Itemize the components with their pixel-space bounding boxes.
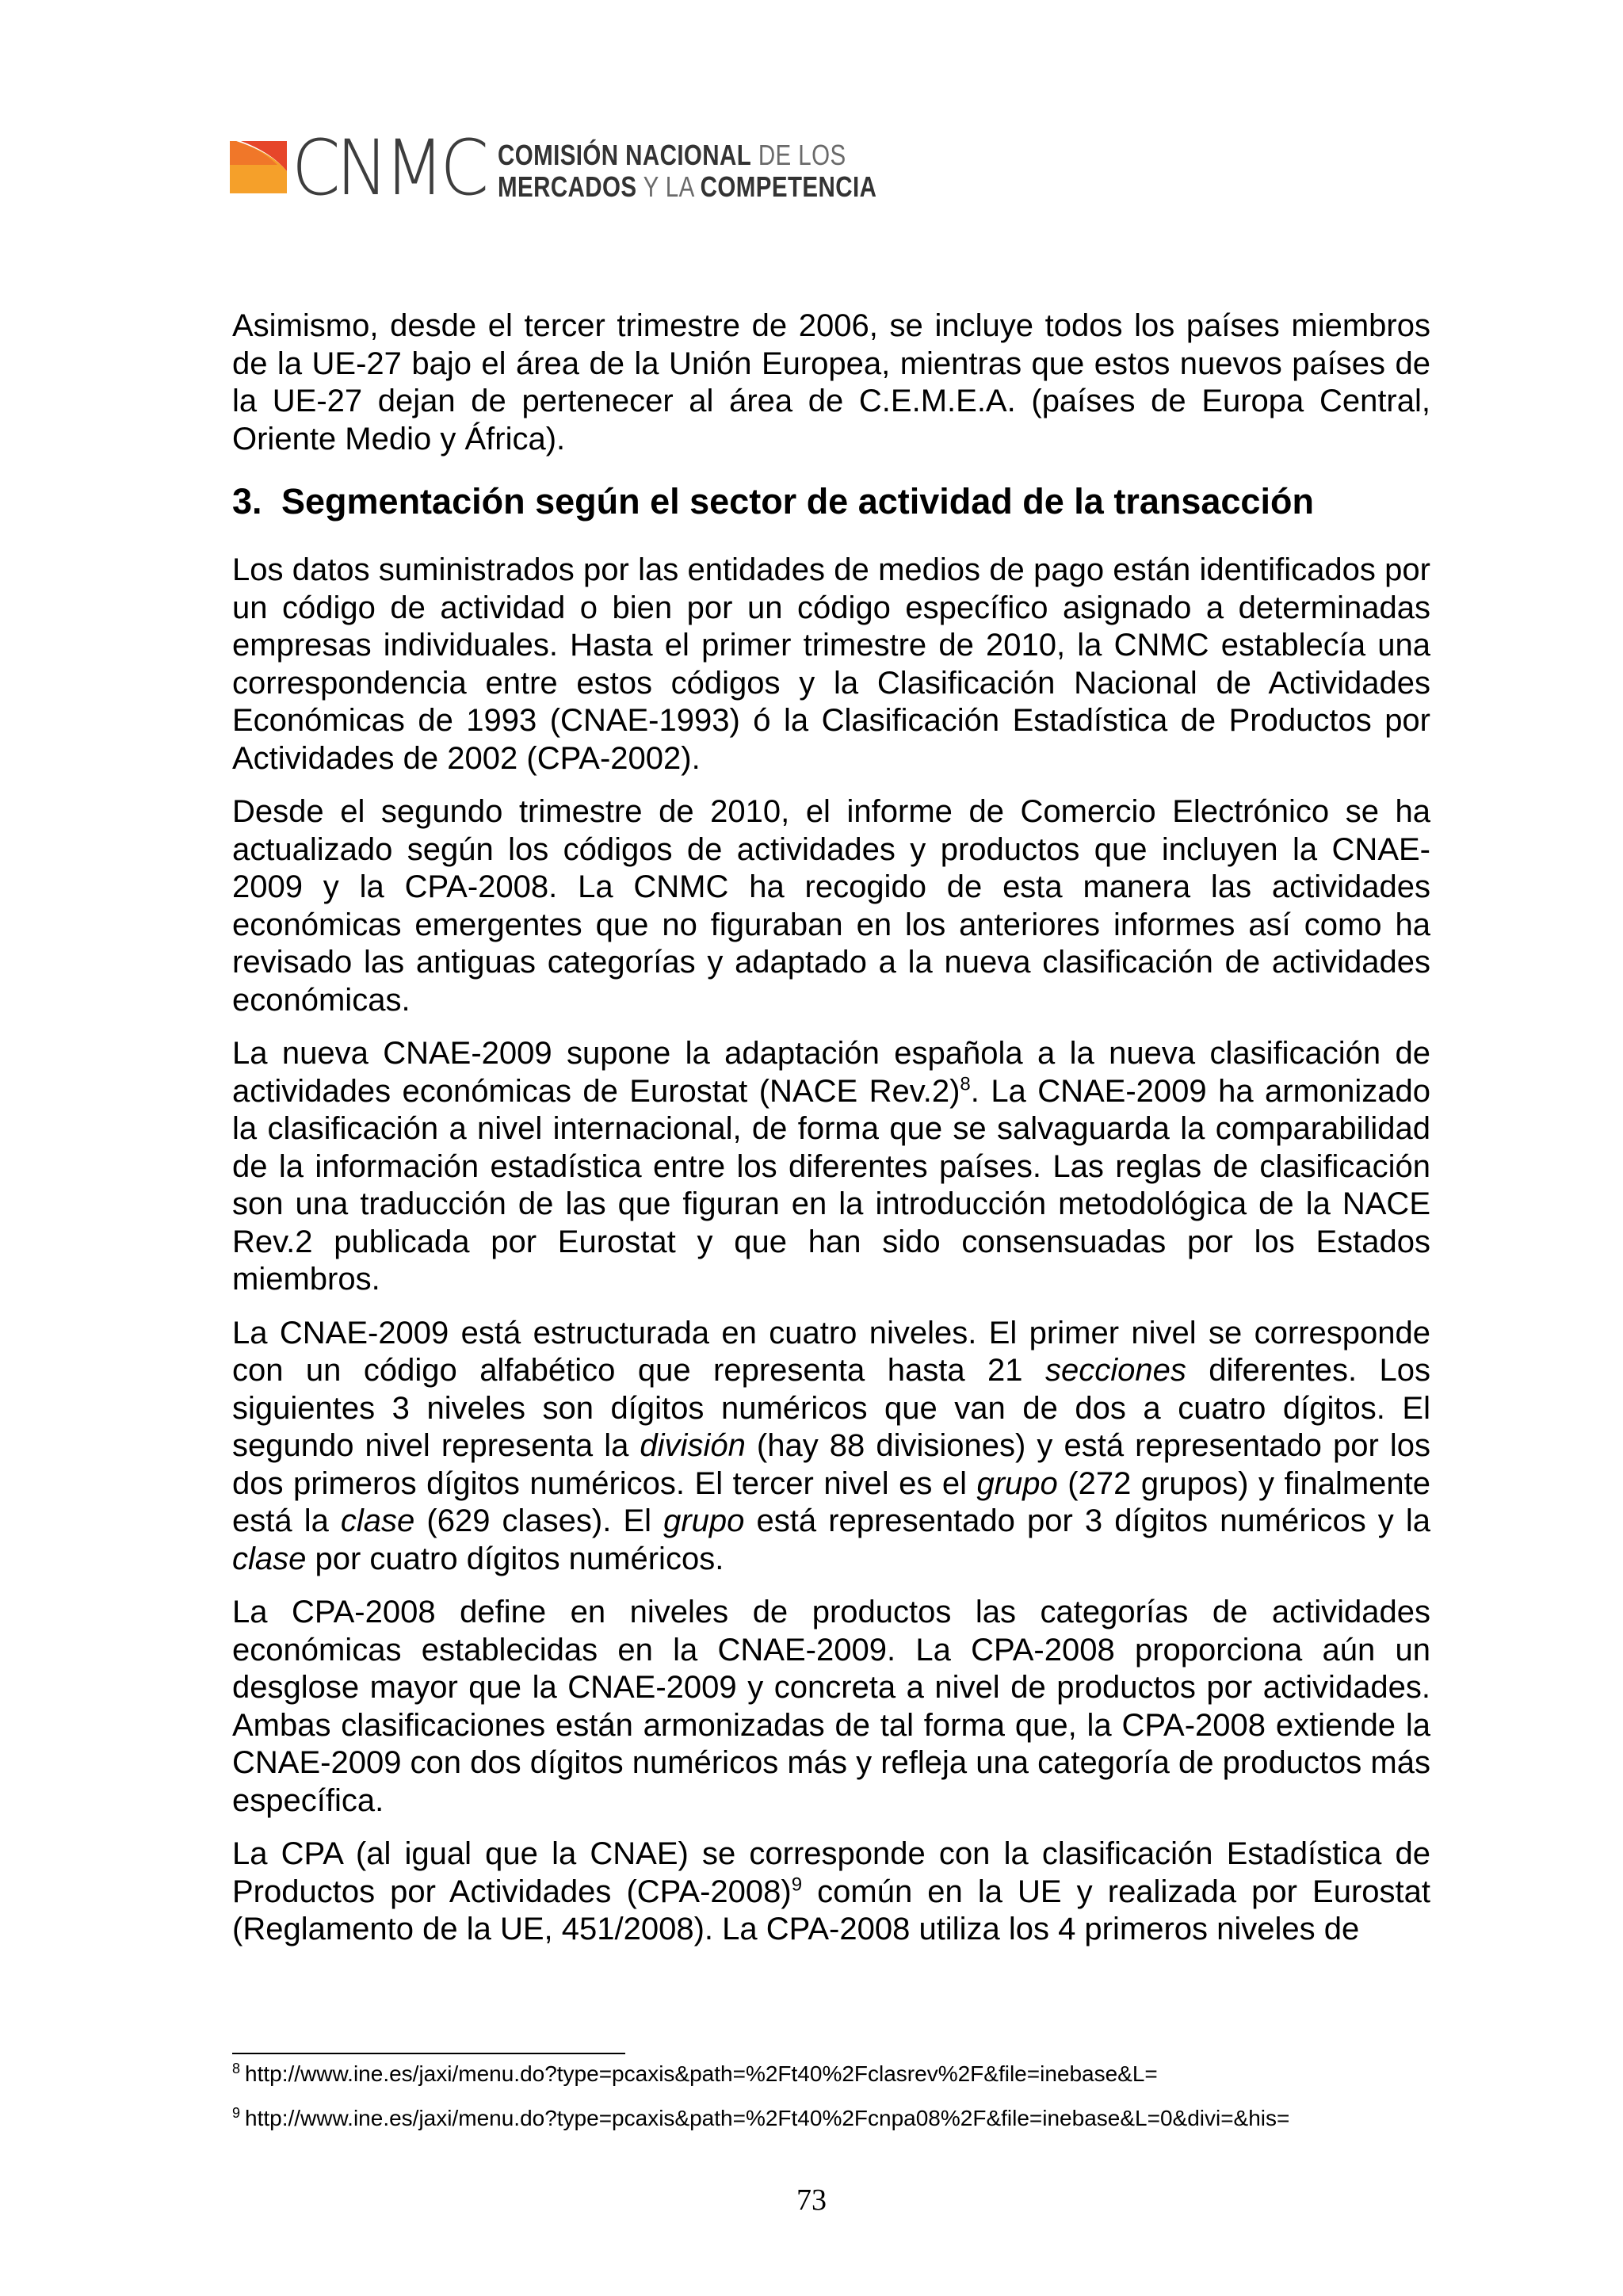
- paragraph-cnae-2009: La nueva CNAE-2009 supone la adaptación española a la nueva clasificación de actividades económicas de Eurostat (NACE Rev.2)$^8$. La CNAE-2009 ha armonizado la clasificación a nivel internacional, de forma que se salvaguarda la comparabilidad de la información estadística entre los diferentes países. Las reglas de clasificación son una traducción de las que figuran en la introducción metodológica de la NACE Rev.2 publicada por Eurostat y que han sido consensuadas por los Estados miembros.: [232, 1036, 1431, 1297]
- logo-full-name: COMISIÓN NACIONAL DE LOS MERCADOS Y LA COMPETENCIA: [498, 139, 877, 203]
- footnote-divider: [232, 2053, 625, 2054]
- intro-paragraph: Asimismo, desde el tercer trimestre de 2006, se incluye todos los países miembros de la UE-27 bajo el área de la Unión Europea, mientras que estos nuevos países de la UE-27 dejan de pertenecer al área de C.E.M.E.A. (países de Europa Central, Oriente Medio y África).: [232, 308, 1430, 457]
- page-number: 73: [796, 2183, 827, 2217]
- footnotes: [232, 2061, 1430, 2149]
- footnote-8-link[interactable]: http://www.ine.es/jaxi/menu.do?type=pcaxis&path=%2Ft40%2Fclasrev%2F&file=inebase&L=: [245, 2061, 1158, 2086]
- document-body: [232, 308, 1430, 1965]
- section-heading: [232, 480, 1430, 523]
- paragraph-cpa-2008: La CPA-2008 define en niveles de productos las categorías de actividades económicas establecidas en la CNAE-2009. La CPA-2008 proporciona aún un desglose mayor que la CNAE-2009 y concreta a nivel de productos por actividades. Ambas clasificaciones están armonizadas de tal forma que, la CPA-2008 extiende la CNAE-2009 con dos dígitos numéricos más y refleja una categoría de productos más específica.: [232, 1595, 1430, 1818]
- paragraph-cpa-eurostat: La CPA (al igual que la CNAE) se corresponde con la clasificación Estadística de Productos por Actividades $(CPA-2008)^9$ común en la UE y realizada por Eurostat (Reglamento de la UE, 451/2008). La CPA-2008 utiliza los 4 primeros niveles de: [232, 1836, 1430, 1946]
- paragraph-update-2010: Desde el segundo trimestre de 2010, el informe de Comercio Electrónico se ha actualizado según los códigos de actividades y productos que incluyen la CNAE-2009 y la CPA-2008. La CNMC ha recogido de esta manera las actividades económicas emergentes que no figuraban en los anteriores informes así como ha revisado las antiguas categorías y adaptado a la nueva clasificación de actividades económicas.: [232, 794, 1430, 1018]
- footnote-ref-8: 8: [960, 1073, 971, 1095]
- paragraph-cnae-structure: La CNAE-2009 está estructurada en cuatro niveles. El primer nivel se corresponde con un código alfabético que representa hasta 21 secciones diferentes. Los siguientes 3 niveles son dígitos numéricos que van de dos a cuatro dígitos. El segundo nivel representa la división (hay 88 divisiones) y está representado por los dos primeros dígitos numéricos. El tercer nivel es el grupo (272 grupos) y finalmente está la clase (629 clases). El grupo está representado por 3 dígitos numéricos y la clase por cuatro dígitos numéricos.: [232, 1315, 1431, 1576]
- section-number: 3.: [232, 481, 262, 521]
- footnote-9-link[interactable]: http://www.ine.es/jaxi/menu.do?type=pcaxis&path=%2Ft40%2Fcnpa08%2F&file=inebase&L=0&divi=&his=: [245, 2106, 1290, 2130]
- section-title: Segmentación según el sector de actividad de la transacción: [281, 481, 1314, 521]
- logo-acronym: CNMC: [292, 124, 485, 212]
- footnote-9: $^9$ http://www.ine.es/jaxi/menu.do?type=pcaxis&path=%2Ft40%2Fcnpa08%2F&file=inebase&L=0&divi=&his=: [232, 2104, 1290, 2130]
- paragraph-codes: Los datos suministrados por las entidades de medios de pago están identificados por un código de actividad o bien por un código específico asignado a determinadas empresas individuales. Hasta el primer trimestre de 2010, la CNMC establecía una correspondencia entre estos códigos y la Clasificación Nacional de Actividades Económicas de 1993 (CNAE-1993) ó la Clasificación Estadística de Productos por Actividades de 2002 (CPA-2002).: [232, 552, 1430, 776]
- cnmc-logo-mark-icon: [230, 141, 287, 193]
- footnote-ref-9: 9: [791, 1874, 803, 1896]
- footnote-8: $^8$ http://www.ine.es/jaxi/menu.do?type=pcaxis&path=%2Ft40%2Fclasrev%2F&file=inebase&L=: [232, 2060, 1158, 2086]
